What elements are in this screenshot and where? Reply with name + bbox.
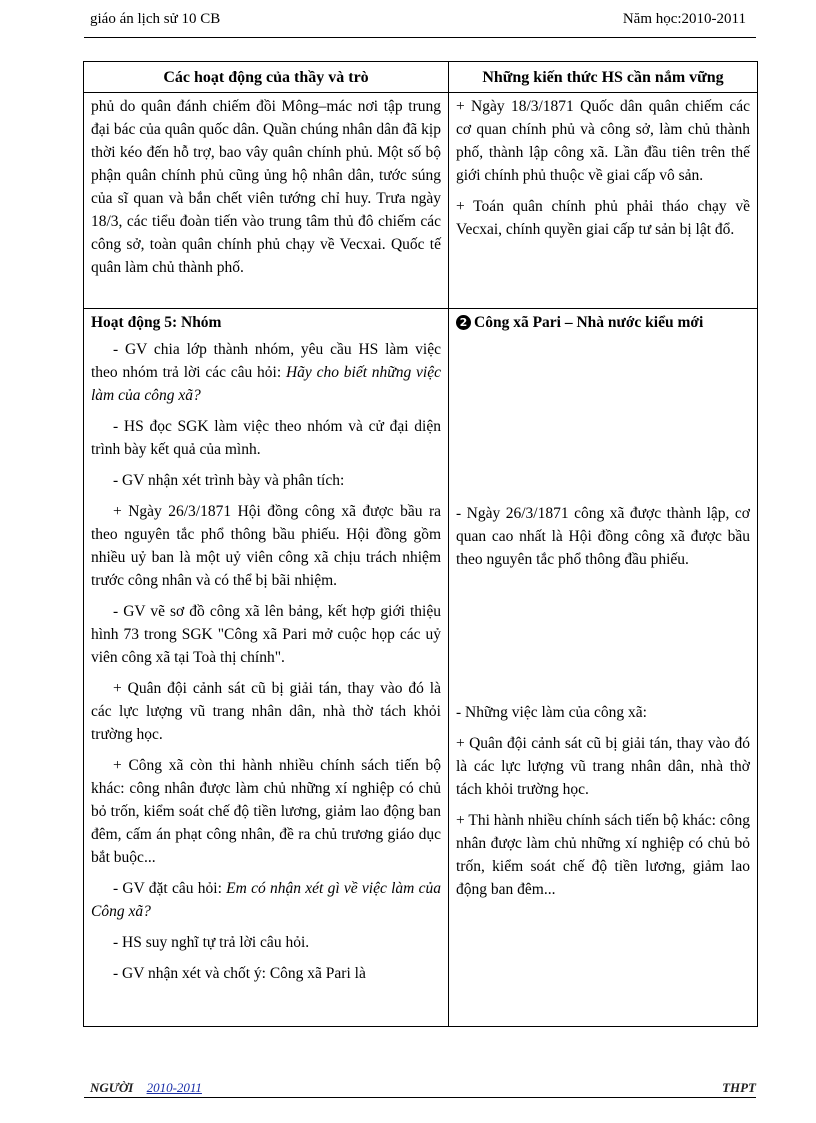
paragraph: - Những việc làm của công xã: bbox=[456, 704, 647, 721]
footer-left bbox=[90, 1080, 202, 1096]
paragraph bbox=[91, 338, 441, 407]
page-footer bbox=[84, 1080, 756, 1096]
table-row bbox=[84, 93, 758, 309]
paragraph: - GV nhận xét trình bày và phân tích: bbox=[113, 472, 345, 489]
paragraph: + Toán quân chính phủ phải tháo chạy về Vecxai, chính quyền giai cấp tư sản bị lật đổ. bbox=[456, 198, 750, 238]
header-subject: giáo án lịch sử 10 CB bbox=[90, 11, 221, 27]
paragraph bbox=[91, 877, 441, 923]
page-header bbox=[90, 11, 746, 33]
paragraph: - Ngày 26/3/1871 công xã được thành lập, cơ quan cao nhất là Hội đồng công xã được bầu theo nguyên tắc phổ thông đầu phiếu. bbox=[456, 505, 750, 568]
paragraph: - HS đọc SGK làm việc theo nhóm và cử đại diện trình bày kết quả của mình. bbox=[91, 418, 441, 458]
col-activities-header: Các hoạt động của thầy và trò bbox=[84, 62, 449, 93]
header-school-year: Năm học:2010-2011 bbox=[622, 11, 746, 27]
activity-title: Hoạt động 5: Nhóm bbox=[91, 314, 222, 331]
section-title bbox=[456, 311, 750, 334]
paragraph: + Quân đội cảnh sát cũ bị giải tán, thay vào đó là các lực lượng vũ trang nhân dân, nhà thờ tách khỏi trường học. bbox=[91, 680, 441, 743]
footer-school: THPT bbox=[722, 1080, 756, 1095]
paragraph-text: - GV đặt câu hỏi: bbox=[113, 880, 227, 897]
knowledge-cell bbox=[449, 309, 758, 1027]
lesson-table bbox=[83, 61, 758, 1027]
header-rule bbox=[84, 37, 756, 38]
table-row bbox=[84, 309, 758, 1027]
activities-cell bbox=[84, 93, 449, 309]
footer-rule bbox=[84, 1097, 756, 1098]
section-title-text: Công xã Pari – Nhà nước kiểu mới bbox=[474, 314, 704, 331]
paragraph: + Ngày 18/3/1871 Quốc dân quân chiếm các cơ quan chính phủ và công sở, làm chủ thành phố, thành lập công xã. Lần đầu tiên trên thế giới chính phủ thuộc về giai cấp vô sản. bbox=[456, 98, 750, 184]
paragraph: + Thi hành nhiều chính sách tiến bộ khác: công nhân được làm chủ những xí nghiệp có chủ bỏ trốn, kiểm soát chế độ tiền lương, giảm lao động ban đêm... bbox=[456, 812, 750, 898]
paragraph-text: - GV chia lớp thành nhóm, yêu cầu HS làm việc theo nhóm trả lời các câu hỏi: bbox=[91, 341, 441, 381]
paragraph: + Công xã còn thi hành nhiều chính sách tiến bộ khác: công nhân được làm chủ những xí nghiệp có chủ bỏ trốn, kiểm soát chế độ tiền lương, giảm lao động ban đêm, cấm án phạt công nhân, đề ra chủ trương giáo dục bắt buộc... bbox=[91, 757, 441, 866]
paragraph: phủ do quân đánh chiếm đồi Mông–mác nơi tập trung đại bác của quân quốc dân. Quần chúng nhân dân đã kịp thời kéo đến hỗ trợ, bao vây quân chính phủ. Một số bộ phận quân chính phủ cũng ủng hộ nhân dân, tước súng của sĩ quan và bắn chết viên tướng chỉ huy. Trưa ngày 18/3, các tiểu đoàn tiến vào trung tâm thủ đô chiếm các công sở, toàn quân chính phủ chạy về Vecxai. Quốc tế quân làm chủ thành phố. bbox=[91, 98, 441, 276]
paragraph: - GV nhận xét và chốt ý: Công xã Pari là bbox=[113, 965, 366, 982]
paragraph: + Quân đội cảnh sát cũ bị giải tán, thay vào đó là các lực lượng vũ trang nhân dân, nhà thờ tách khỏi trường học. bbox=[456, 735, 750, 798]
paragraph: - HS suy nghĩ tự trả lời câu hỏi. bbox=[113, 934, 310, 951]
question-text: Hãy cho biết những việc làm của công xã? bbox=[91, 364, 441, 404]
footer-author: NGƯỜI bbox=[90, 1080, 134, 1095]
circled-number-icon: 2 bbox=[456, 315, 471, 330]
table-header-row bbox=[84, 62, 758, 93]
activities-cell bbox=[84, 309, 449, 1027]
paragraph: - GV vẽ sơ đồ công xã lên bảng, kết hợp giới thiệu hình 73 trong SGK "Công xã Pari mở cuộc họp các uỷ viên công xã tại Toà thị chính". bbox=[91, 603, 441, 666]
col-knowledge-header: Những kiến thức HS cần nắm vững bbox=[449, 62, 758, 93]
knowledge-cell bbox=[449, 93, 758, 309]
footer-link[interactable]: 2010-2011 bbox=[146, 1080, 202, 1095]
question-text: Em có nhận xét gì về việc làm của Công xã? bbox=[91, 880, 442, 920]
paragraph: + Ngày 26/3/1871 Hội đồng công xã được bầu ra theo nguyên tắc phổ thông bầu phiếu. Hội đồng gồm nhiều uỷ ban là một uỷ viên công xã chịu trách nhiệm trước công nhân và có thể bị bãi nhiệm. bbox=[91, 503, 441, 589]
